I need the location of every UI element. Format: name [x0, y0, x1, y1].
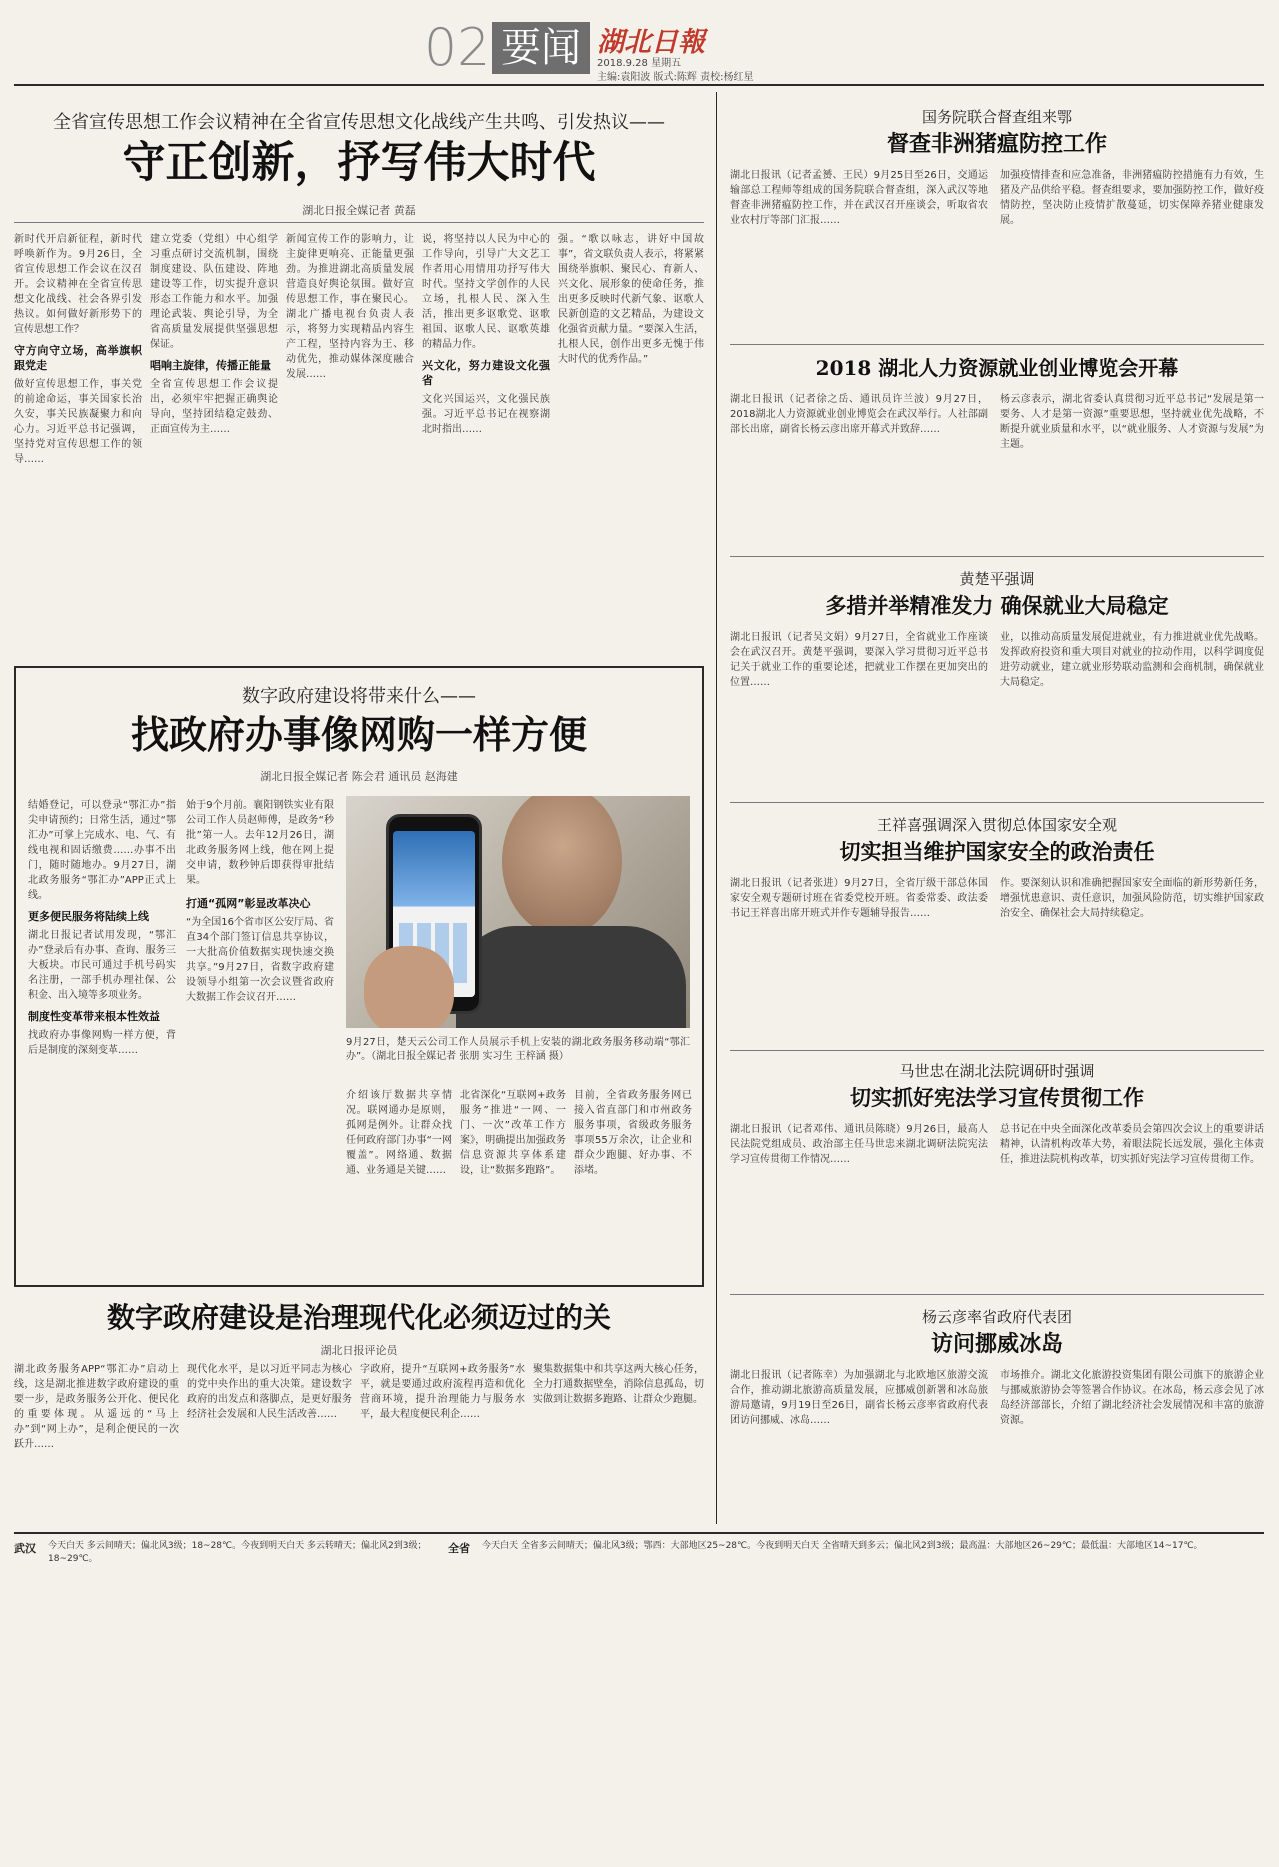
commentary-col-2-text: 现代化水平，是以习近平同志为核心的党中央作出的重大决策。建设数字政府的出发点和落脚点，是更好服务经济社会发展和人民生活改善……	[187, 1364, 352, 1420]
lead-col-1-text-b: 做好宣传思想工作，事关党的前途命运，事关国家长治久安，事关民族凝聚力和向心力。习近平总书记强调，坚持党对宣传思想工作的领导……	[14, 379, 142, 465]
lead-kicker: 全省宣传思想工作会议精神在全省宣传思想文化战线产生共鸣、引发热议——	[53, 112, 665, 133]
right-a1-column-1	[730, 168, 988, 340]
staff-credits: 主编:袁阳波 版式:陈辉 责校:杨红星	[597, 72, 754, 83]
digital-col-5-text: 目前，全省政务服务网已接入省直部门和市州政务服务事项，省级政务服务事项55万余次，让企业和群众少跑腿、好办事、不添堵。	[574, 1090, 692, 1176]
commentary-headline: 数字政府建设是治理现代化必须迈过的关	[106, 1301, 611, 1334]
lead-col-2-text: 建立党委（党组）中心组学习重点研讨交流机制，围绕制度建设、队伍建设、阵地建设等工作，切实提升意识形态工作能力和水平。加强理论武装、舆论引导，为全省高质量发展提供坚强思想保证。	[150, 234, 278, 350]
lead-col-1-text: 新时代开启新征程，新时代呼唤新作为。9月26日，全省宣传思想工作会议在汉召开。会议精神在全省宣传思想文化战线、社会各界引发热议。如何做好新形势下的宣传思想工作？	[14, 234, 142, 335]
photo-person-head	[502, 796, 622, 936]
right-a3-col-1-text: 湖北日报讯（记者吴文娟）9月27日，全省就业工作座谈会在武汉召开。黄楚平强调，要深入学习贯彻习近平总书记关于就业工作的重要论述，把就业工作摆在更加突出的位置……	[730, 632, 988, 688]
right-a1-headline: 督查非洲猪瘟防控工作	[886, 131, 1107, 157]
commentary-column-1	[14, 1362, 179, 1530]
lower-page-area	[0, 1572, 1279, 1867]
right-a3-headline: 多措并举精准发力 确保就业大局稳定	[825, 593, 1169, 618]
right-a6-kicker: 杨云彦率省政府代表团	[921, 1308, 1072, 1326]
lead-col-2-text-b: 全省宣传思想工作会议提出，必须牢牢把握正确舆论导向，坚持团结稳定鼓劲、正面宣传为主……	[150, 379, 278, 435]
right-a6-col-1-text: 湖北日报讯（记者陈幸）为加强湖北与北欧地区旅游交流合作，推动湖北旅游高质量发展，应挪威创新署和冰岛旅游局邀请，9月19日至26日，副省长杨云彦率省政府代表团访问挪威、冰岛……	[730, 1370, 988, 1426]
commentary-column-4	[533, 1362, 704, 1530]
digital-col-2-text-b: “为全国16个省市区公安厅局、省直34个部门签订信息共享协议，一大批高价值数据实现快速交换共享。”9月27日，省数字政府建设领导小组第一次会议暨省政府大数据工作会议召开……	[186, 917, 334, 1003]
issue-date: 2018.9.28 星期五	[597, 58, 682, 69]
right-a2-col-2-text: 杨云彦表示，湖北省委认真贯彻习近平总书记“发展是第一要务、人才是第一资源”重要思想，坚持就业优先战略，不断提升就业质量和水平，以“就业服务、人才资源与发展”为主题。	[1000, 394, 1264, 450]
digital-subhead-2: 制度性变革带来根本性效益	[28, 1010, 160, 1023]
weather-wuhan-label: 武汉	[14, 1542, 36, 1555]
weather-wuhan-text: 今天白天 多云间晴天；偏北风3级；18~28℃。今夜到明天白天 多云转晴天；偏北风2到3级；18~29℃。	[48, 1541, 427, 1564]
digital-col-2-text: 始于9个月前。襄阳钢铁实业有限公司工作人员赵师傅，是政务“秒批”第一人。去年12月26日，湖北政务服务网上线，他在网上提交申请，数秒钟后即获得审批结果。	[186, 800, 334, 886]
weather-province-label: 全省	[448, 1542, 470, 1555]
right-a4-column-1	[730, 876, 988, 1046]
weather-province-text: 今天白天 全省多云间晴天；偏北风3级；鄂西：大部地区25~28℃。今夜到明天白天 全省晴天到多云；偏北风2到3级；最高温：大部地区26~29℃；最低温：大部地区14~17℃。	[482, 1541, 1203, 1551]
digital-subhead-1: 更多便民服务将陆续上线	[28, 910, 149, 923]
right-a5-headline: 切实抓好宪法学习宣传贯彻工作	[850, 1085, 1144, 1110]
lead-column-1	[14, 232, 142, 662]
digital-col-1-text-b: 湖北日报记者试用发现，“鄂汇办”登录后有办事、查询、服务三大板块。市民可通过手机号码实名注册，一部手机办理社保、公积金、出入境等多项业务。	[28, 930, 176, 1001]
right-a6-headline: 访问挪威冰岛	[930, 1331, 1063, 1357]
right-a2-column-1	[730, 392, 988, 552]
commentary-column-3	[360, 1362, 525, 1530]
masthead-rule	[14, 84, 1264, 86]
digital-column-5	[574, 1088, 692, 1278]
right-a1-rule	[730, 344, 1264, 345]
right-a6-column-2	[1000, 1368, 1264, 1528]
right-a1-kicker: 国务院联合督查组来鄂	[921, 108, 1072, 126]
digital-column-4	[460, 1088, 566, 1278]
digital-column-1	[28, 798, 176, 1276]
right-a4-column-2	[1000, 876, 1264, 1046]
commentary-col-4-text: 聚集数据集中和共享这两大核心任务，全力打通数据壁垒，消除信息孤岛，切实做到让数据多跑路、让群众少跑腿。	[533, 1364, 704, 1405]
right-a6-column-1	[730, 1368, 988, 1528]
lead-column-4	[422, 232, 550, 662]
right-a3-column-1	[730, 630, 988, 798]
digital-column-3	[346, 1088, 452, 1278]
photo-person-body	[456, 926, 686, 1028]
digital-column-2	[186, 798, 334, 1276]
right-a1-column-2	[1000, 168, 1264, 340]
lead-col-3-text: 新闻宣传工作的影响力，让主旋律更响亮、正能量更强劲。为推进湖北高质量发展营造良好舆论氛围。做好宣传思想工作，事在聚民心。湖北广播电视台负责人表示，将努力实现精品内容生产工程，坚持内容为王、移动优先，推动媒体深度融合发展……	[286, 234, 414, 380]
lead-subhead-2: 唱响主旋律，传播正能量	[150, 359, 271, 372]
phone-photo	[346, 796, 690, 1028]
lead-byline-rule	[14, 222, 704, 223]
digital-col-3-text: 介绍该厅数据共享情况。联网通办是原则，孤网是例外。让群众找任何政府部门办事“一网覆盖”。网络通、数据通、业务通是关键……	[346, 1090, 452, 1176]
right-a2-column-2	[1000, 392, 1264, 552]
right-a5-column-1	[730, 1122, 988, 1290]
right-a5-kicker: 马世忠在湖北法院调研时强调	[899, 1062, 1095, 1080]
digital-col-1-text-c: 找政府办事像网购一样方便，背后是制度的深刻变革……	[28, 1030, 176, 1056]
right-a2-rule	[730, 556, 1264, 557]
right-a4-col-1-text: 湖北日报讯（记者张进）9月27日，全省厅级干部总体国家安全观专题研讨班在省委党校开班。省委常委、政法委书记王祥喜出席开班式并作专题辅导报告……	[730, 878, 988, 919]
footer-rule	[14, 1532, 1264, 1534]
digital-subhead-3: 打通“孤网”彰显改革决心	[186, 897, 311, 910]
lead-column-5	[558, 232, 704, 662]
right-a3-kicker: 黄楚平强调	[959, 570, 1035, 588]
main-vertical-rule	[716, 92, 717, 1524]
section-label: 要闻	[492, 22, 590, 74]
lead-headline: 守正创新，抒写伟大时代	[122, 138, 596, 188]
right-a5-rule	[730, 1294, 1264, 1295]
commentary-col-3-text: 字政府，提升“互联网+政务服务”水平，就是要通过政府流程再造和优化营商环境，提升治理能力与服务水平，最大程度便民利企……	[360, 1364, 525, 1420]
commentary-col-1-text: 湖北政务服务APP“鄂汇办”启动上线，这是湖北推进数字政府建设的重要一步，是政务服务公开化、便民化的重要体现。从遥远的“马上办”到“网上办”，是利企便民的一次跃升……	[14, 1364, 179, 1450]
right-a6-col-2-text: 市场推介。湖北文化旅游投资集团有限公司旗下的旅游企业与挪威旅游协会等签署合作协议。在冰岛，杨云彦会见了冰岛经济部部长，介绍了湖北经济社会发展情况和丰富的旅游资源。	[1000, 1370, 1264, 1426]
right-a2-col-1-text: 湖北日报讯（记者徐之岳、通讯员许兰波）9月27日，2018湖北人力资源就业创业博览会在武汉举行。人社部副部长出席，副省长杨云彦出席开幕式并致辞……	[730, 394, 988, 435]
right-a1-col-2-text: 加强疫情排查和应急准备，非洲猪瘟防控措施有力有效，生猪及产品供给平稳。督查组要求，要加强防控工作，做好疫情防控，坚决防止疫情扩散蔓延，切实保障养猪业健康发展。	[1000, 170, 1264, 226]
right-a1-col-1-text: 湖北日报讯（记者孟赟、王民）9月25日至26日，交通运输部总工程师等组成的国务院联合督查组，深入武汉等地督查非洲猪瘟防控工作，并在武汉召开座谈会，听取省农业农村厅等部门汇报……	[730, 170, 988, 226]
lead-subhead-1: 守方向守立场，高举旗帜跟党走	[14, 344, 142, 372]
lead-subhead-3: 兴文化，努力建设文化强省	[422, 359, 550, 387]
lead-col-5-text: 强。“歌以咏志，讲好中国故事”，省文联负责人表示，将紧紧围绕举旗帜、聚民心、育新人、兴文化、展形象的使命任务，推出更多反映时代新气象、讴歌人民新创造的文艺精品，为建设文化强省贡献力量。“要深入生活，扎根人民，创作出更多无愧于伟大时代的优秀作品。”	[558, 234, 704, 365]
right-a2-headline: 2018 湖北人力资源就业创业博览会开幕	[815, 356, 1179, 380]
digital-headline: 找政府办事像网购一样方便	[130, 712, 587, 757]
right-a5-col-1-text: 湖北日报讯（记者邓伟、通讯员陈晓）9月26日，最高人民法院党组成员、政治部主任马世忠来湖北调研法院宪法学习宣传贯彻工作情况……	[730, 1124, 988, 1165]
right-a4-kicker: 王祥喜强调深入贯彻总体国家安全观	[876, 816, 1117, 834]
lead-col-4-text: 说，将坚持以人民为中心的工作导向，引导广大文艺工作者用心用情用功抒写伟大时代。坚持文学创作的人民立场，扎根人民、深入生活，推出更多讴歌党、讴歌祖国、讴歌人民、讴歌英雄的精品力作。	[422, 234, 550, 350]
paper-logo: 湖北日報	[597, 27, 705, 58]
right-a3-column-2	[1000, 630, 1264, 798]
lead-column-2	[150, 232, 278, 662]
right-a3-rule	[730, 802, 1264, 803]
lead-byline: 湖北日报全媒记者 黄磊	[302, 204, 416, 217]
right-a4-rule	[730, 1050, 1264, 1051]
right-a5-column-2	[1000, 1122, 1264, 1290]
digital-kicker: 数字政府建设将带来什么——	[242, 686, 476, 707]
right-a3-col-2-text: 业，以推动高质量发展促进就业，有力推进就业优先战略。发挥政府投资和重大项目对就业的拉动作用，以科学调度促进劳动就业，建立就业形势联动监测和会商机制，确保就业大局稳定。	[1000, 632, 1264, 688]
right-a5-col-2-text: 总书记在中央全面深化改革委员会第四次会议上的重要讲话精神，认清机构改革大势，着眼法院长远发展，强化主体责任，推进法院机构改革，切实抓好宪法学习宣传贯彻工作。	[1000, 1124, 1264, 1165]
lead-column-3	[286, 232, 414, 662]
right-a4-col-2-text: 作。要深刻认识和准确把握国家安全面临的新形势新任务，增强忧患意识、责任意识，加强风险防范，切实维护国家政治安全、确保社会大局持续稳定。	[1000, 878, 1264, 919]
digital-byline: 湖北日报全媒记者 陈会君 通讯员 赵海建	[260, 770, 458, 783]
commentary-column-2	[187, 1362, 352, 1530]
commentary-byline: 湖北日报评论员	[320, 1344, 398, 1357]
photo-caption: 9月27日，楚天云公司工作人员展示手机上安装的湖北政务服务移动端“鄂汇办”。（湖北日报全媒记者 张朋 实习生 王梓涵 摄）	[346, 1037, 690, 1062]
page-number: 02	[424, 18, 491, 78]
photo-hand	[364, 946, 454, 1028]
right-a4-headline: 切实担当维护国家安全的政治责任	[839, 839, 1155, 864]
digital-col-1-text: 结婚登记，可以登录“鄂汇办”指尖申请预约；日常生活，通过“鄂汇办”可掌上完成水、电、气、有线电视和固话缴费……办事不出门，随时随地办。9月27日，湖北政务服务“鄂汇办”APP正式上线。	[28, 800, 176, 901]
digital-col-4-text: 北省深化“互联网+政务服务”推进“一网、一门、一次”改革工作方案》，明确提出加强政务信息资源共享体系建设，让“数据多跑路”。	[460, 1090, 566, 1176]
lead-col-4-text-b: 文化兴国运兴，文化强民族强。习近平总书记在视察湖北时指出……	[422, 394, 550, 435]
